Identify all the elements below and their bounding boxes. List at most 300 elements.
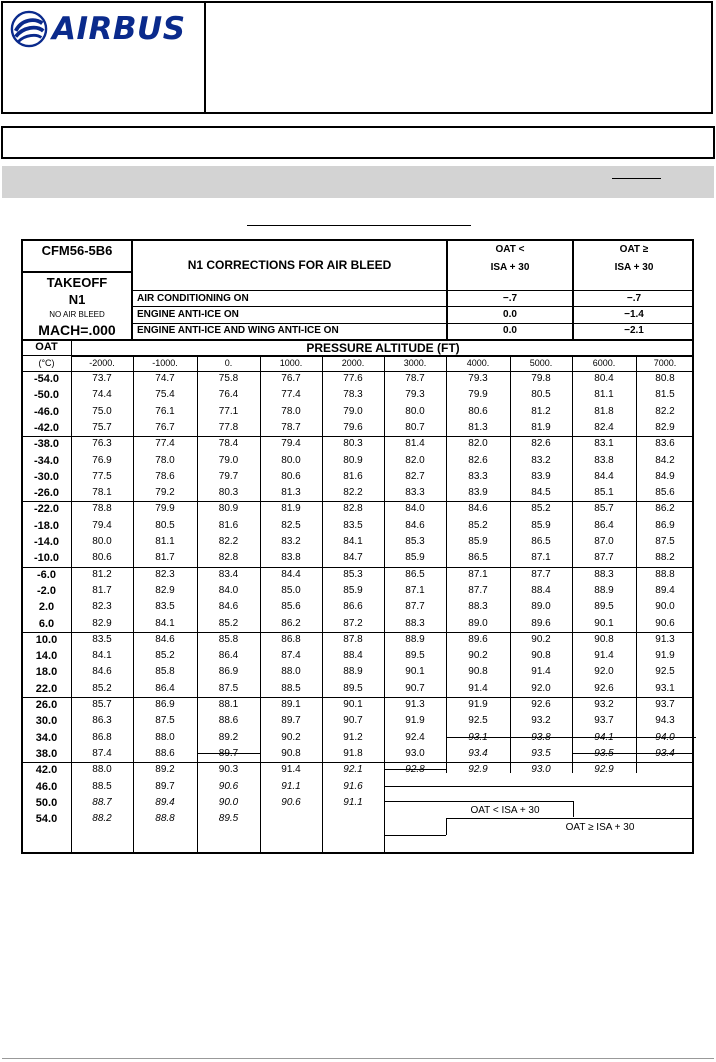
footer-rule xyxy=(2,1058,714,1059)
n1-value: 81.6 xyxy=(218,519,239,531)
n1-value: 82.2 xyxy=(655,405,675,417)
n1-value: 90.6 xyxy=(218,780,239,792)
n1-value: 90.7 xyxy=(343,715,363,727)
n1-value: 82.7 xyxy=(405,470,425,482)
logo-text: AIRBUS xyxy=(52,11,186,47)
n1-value: 84.6 xyxy=(468,503,488,515)
n1-value: 87.5 xyxy=(218,682,239,694)
n1-value: 90.8 xyxy=(281,747,301,759)
n1-value: 92.0 xyxy=(531,682,551,694)
n1-value: 91.1 xyxy=(281,780,301,792)
n1-value: 74.4 xyxy=(92,389,112,401)
n1-value: 86.2 xyxy=(655,503,675,515)
n1-value: 89.2 xyxy=(218,731,239,743)
n1-value: 92.5 xyxy=(655,666,675,678)
n1-value: 85.2 xyxy=(531,503,551,515)
n1-value: 92.4 xyxy=(405,731,425,743)
n1-value: 91.9 xyxy=(468,699,488,710)
n1-value: 86.2 xyxy=(281,617,301,629)
n1-value: 78.0 xyxy=(281,405,301,417)
n1-value: 85.9 xyxy=(468,536,488,547)
n1-value: 83.9 xyxy=(468,487,488,499)
n1-value: 81.7 xyxy=(155,552,175,564)
n1-value: 82.2 xyxy=(343,487,363,499)
n1-value: 85.6 xyxy=(281,601,301,613)
n1-value: 84.4 xyxy=(594,470,614,482)
n1-value: 85.9 xyxy=(343,584,363,596)
oat-value: -14.0 xyxy=(33,536,60,548)
n1-value: 92.5 xyxy=(468,715,488,727)
n1-value: 81.9 xyxy=(281,503,301,515)
n1-value: 91.1 xyxy=(343,796,363,808)
n1-value: 85.9 xyxy=(531,519,551,531)
n1-value: 76.4 xyxy=(218,389,239,401)
altitude-header: 7000. xyxy=(653,358,677,368)
n1-value: 90.2 xyxy=(468,650,488,662)
oat-value: -42.0 xyxy=(33,421,60,434)
n1-value: 76.1 xyxy=(155,405,175,417)
n1-value: 93.1 xyxy=(655,682,675,694)
n1-value: 83.5 xyxy=(343,519,363,531)
n1-value: 94.3 xyxy=(655,715,675,727)
n1-value: 80.8 xyxy=(655,373,675,384)
n1-value: 79.0 xyxy=(218,454,239,466)
n1-value: 89.7 xyxy=(155,780,175,792)
n1-value: 78.3 xyxy=(343,389,363,401)
n1-value: 79.8 xyxy=(531,373,551,384)
n1-value: 82.6 xyxy=(468,454,488,466)
n1-value: 88.5 xyxy=(92,780,112,792)
n1-value: 84.9 xyxy=(655,470,675,482)
n1-value: 78.0 xyxy=(155,454,175,466)
oat-value: -34.0 xyxy=(33,454,60,467)
n1-value: 87.4 xyxy=(92,747,112,759)
n1-value: 83.9 xyxy=(531,470,551,482)
n1-value: 79.3 xyxy=(405,389,425,401)
n1-value: 94.1 xyxy=(594,731,614,743)
n1-value: 80.4 xyxy=(594,373,614,384)
n1-value: 89.6 xyxy=(531,617,551,629)
n1-value: 90.8 xyxy=(531,650,551,662)
n1-value: 89.5 xyxy=(405,650,425,662)
n1-value: 81.5 xyxy=(655,389,675,401)
n1-value: 89.0 xyxy=(531,601,551,613)
oat-value: 34.0 xyxy=(35,731,58,744)
oat-value: 26.0 xyxy=(35,699,58,711)
bleed-row-a: 0.0 xyxy=(503,325,517,336)
n1-value: 81.4 xyxy=(405,438,425,450)
n1-value: 83.3 xyxy=(405,487,425,499)
n1-value: 87.7 xyxy=(531,568,551,580)
oat-value: 42.0 xyxy=(35,764,58,777)
legend-oat-ge: OAT ≥ ISA + 30 xyxy=(565,822,635,833)
n1-value: 93.2 xyxy=(531,715,551,727)
n1-value: 88.8 xyxy=(155,813,175,825)
altitude-header: -1000. xyxy=(152,358,178,368)
n1-value: 83.6 xyxy=(655,438,675,450)
n1-value: 90.7 xyxy=(405,682,425,694)
oat-value: -18.0 xyxy=(33,519,60,532)
n1-value: 80.0 xyxy=(281,454,301,466)
n1-value: 82.9 xyxy=(92,617,112,629)
n1-value: 91.3 xyxy=(405,699,425,710)
n1-value: 93.0 xyxy=(531,764,551,776)
n1-value: 90.6 xyxy=(655,617,675,629)
phase-label: TAKEOFF xyxy=(46,275,108,290)
n1-value: 73.7 xyxy=(92,373,112,384)
n1-value: 90.0 xyxy=(218,796,239,808)
n1-value: 89.0 xyxy=(468,617,488,629)
n1-value: 77.4 xyxy=(155,438,175,450)
n1-value: 85.6 xyxy=(655,487,675,499)
n1-value: 86.5 xyxy=(531,536,551,547)
n1-value: 82.2 xyxy=(218,536,239,547)
n1-value: 85.2 xyxy=(468,519,488,531)
n1-value: 93.0 xyxy=(405,747,425,759)
n1-value: 84.7 xyxy=(343,552,363,564)
n1-value: 93.4 xyxy=(655,747,675,759)
oat-value: -54.0 xyxy=(33,373,60,385)
oat-value: -10.0 xyxy=(33,552,60,565)
n1-value: 88.2 xyxy=(655,552,675,564)
n1-value: 90.1 xyxy=(405,666,425,678)
n1-value: 83.3 xyxy=(468,470,488,482)
n1-value: 90.1 xyxy=(594,617,614,629)
n1-value: 85.8 xyxy=(155,666,175,678)
n1-value: 89.1 xyxy=(281,699,301,710)
n1-value: 88.7 xyxy=(92,796,112,808)
n1-value: 91.8 xyxy=(343,747,363,759)
n1-value: 83.8 xyxy=(281,552,301,564)
oat-value: 38.0 xyxy=(35,747,58,760)
n1-value: 91.4 xyxy=(281,764,301,776)
n1-value: 81.7 xyxy=(92,584,112,596)
n1-value: 80.0 xyxy=(92,536,112,547)
n1-value: 81.3 xyxy=(281,487,301,499)
n1-value: 89.6 xyxy=(468,633,488,645)
oat-value: -38.0 xyxy=(33,438,60,451)
n1-value: 81.1 xyxy=(155,536,175,547)
n1-value: 93.8 xyxy=(531,731,551,743)
n1-value: 84.6 xyxy=(155,633,175,645)
n1-value: 91.2 xyxy=(343,731,363,743)
n1-value: 79.6 xyxy=(343,421,363,433)
n1-value: 93.7 xyxy=(655,699,675,710)
n1-value: 93.5 xyxy=(531,747,551,759)
altitude-header: 1000. xyxy=(279,358,303,368)
n1-value: 82.9 xyxy=(155,584,175,596)
n1-value: 83.5 xyxy=(155,601,175,613)
n1-value: 81.6 xyxy=(343,470,363,482)
n1-value: 87.5 xyxy=(155,715,175,727)
n1-value: 86.3 xyxy=(92,715,112,727)
n1-value: 84.1 xyxy=(343,536,363,547)
n1-value: 88.9 xyxy=(405,633,425,645)
n1-value: 84.0 xyxy=(405,503,425,515)
bleed-row-b: −.7 xyxy=(626,293,642,304)
n1-value: 87.7 xyxy=(594,552,614,564)
n1-value: 79.4 xyxy=(92,519,112,531)
n1-value: 91.4 xyxy=(594,650,614,662)
n1-value: 88.4 xyxy=(531,584,551,596)
n1-value: 87.1 xyxy=(405,584,425,596)
n1-value: 86.9 xyxy=(218,666,239,678)
n1-value: 77.1 xyxy=(218,405,239,417)
n1-value: 92.1 xyxy=(343,764,363,776)
n1-value: 93.4 xyxy=(468,747,488,759)
n1-value: 79.7 xyxy=(218,470,239,482)
n1-value: 83.8 xyxy=(594,454,614,466)
n1-value: 87.1 xyxy=(531,552,551,564)
n1-value: 82.6 xyxy=(531,438,551,450)
n1-value: 82.9 xyxy=(655,421,675,433)
no-bleed-label: NO AIR BLEED xyxy=(49,310,105,319)
oat-value: 6.0 xyxy=(38,617,55,630)
n1-value: 89.4 xyxy=(155,796,175,808)
n1-value: 86.9 xyxy=(155,699,175,710)
n1-value: 80.6 xyxy=(281,470,301,482)
n1-value: 84.6 xyxy=(92,666,112,678)
bleed-row-label: ENGINE ANTI-ICE AND WING ANTI-ICE ON xyxy=(137,325,339,336)
n1-value: 86.4 xyxy=(155,682,175,694)
n1-value: 88.3 xyxy=(594,568,614,580)
n1-value: 92.9 xyxy=(468,764,488,776)
n1-value: 84.2 xyxy=(655,454,675,466)
n1-value: 88.1 xyxy=(218,699,239,710)
n1-value: 84.1 xyxy=(92,650,112,662)
n1-value: 88.0 xyxy=(281,666,301,678)
oat-value: 46.0 xyxy=(35,780,58,793)
n1-value: 76.9 xyxy=(92,454,112,466)
n1-value: 86.8 xyxy=(281,633,301,645)
n1-value: 79.9 xyxy=(468,389,488,401)
altitude-header: 5000. xyxy=(529,358,553,368)
n1-value: 89.2 xyxy=(155,764,175,776)
col-b-head-2: ISA + 30 xyxy=(614,262,654,273)
n1-value: 88.5 xyxy=(281,682,301,694)
n1-value: 84.4 xyxy=(281,568,301,580)
bleed-row-a: 0.0 xyxy=(503,309,517,320)
n1-value: 77.5 xyxy=(92,470,112,482)
n1-value: 93.2 xyxy=(594,699,614,710)
n1-value: 85.3 xyxy=(343,568,363,580)
n1-value: 91.3 xyxy=(655,633,675,645)
oat-value: -46.0 xyxy=(33,405,60,418)
col-b-head-1: OAT ≥ xyxy=(619,244,649,255)
n1-value: 88.9 xyxy=(343,666,363,678)
n1-value: 78.1 xyxy=(92,487,112,499)
n1-value: 90.2 xyxy=(281,731,301,743)
n1-value: 78.4 xyxy=(218,438,239,450)
n1-value: 82.5 xyxy=(281,519,301,531)
n1-value: 85.7 xyxy=(594,503,614,515)
n1-value: 75.8 xyxy=(218,373,239,384)
altitude-header: 0. xyxy=(224,358,233,368)
n1-value: 80.9 xyxy=(218,503,239,515)
n1-value: 90.2 xyxy=(531,633,551,645)
col-a-head-1: OAT < xyxy=(495,244,525,255)
n1-value: 83.4 xyxy=(218,568,239,580)
n1-value: 75.4 xyxy=(155,389,175,401)
n1-value: 87.0 xyxy=(594,536,614,547)
bleed-row-label: ENGINE ANTI-ICE ON xyxy=(137,309,239,320)
altitude-header: 2000. xyxy=(341,358,365,368)
oat-unit: (°C) xyxy=(38,358,55,368)
n1-value: 80.3 xyxy=(343,438,363,450)
n1-value: 78.7 xyxy=(405,373,425,384)
n1-value: 87.1 xyxy=(468,568,488,580)
n1-value: 76.3 xyxy=(92,438,112,450)
n1-value: 86.5 xyxy=(468,552,488,564)
oat-value: 22.0 xyxy=(35,682,58,695)
n1-value: 74.7 xyxy=(155,373,175,384)
n1-value: 90.3 xyxy=(218,764,239,776)
n1-value: 91.4 xyxy=(531,666,551,678)
n1-value: 85.2 xyxy=(218,617,239,629)
oat-value: 50.0 xyxy=(35,796,58,809)
n1-value: 83.2 xyxy=(281,536,301,547)
n1-value: 84.0 xyxy=(218,584,239,596)
oat-value: 14.0 xyxy=(35,650,58,663)
n1-value: 82.8 xyxy=(218,552,239,564)
bleed-row-b: −1.4 xyxy=(624,309,644,320)
n1-value: 82.3 xyxy=(92,601,112,613)
n1-value: 90.8 xyxy=(468,666,488,678)
legend-oat-lt: OAT < ISA + 30 xyxy=(470,805,540,816)
n1-value: 75.0 xyxy=(92,405,112,417)
n1-value: 90.1 xyxy=(343,699,363,710)
n1-value: 88.0 xyxy=(155,731,175,743)
n1-value: 84.5 xyxy=(531,487,551,499)
oat-value: -26.0 xyxy=(33,487,60,500)
n1-value: 90.8 xyxy=(594,633,614,645)
param-label: N1 xyxy=(68,292,86,307)
n1-value: 92.6 xyxy=(594,682,614,694)
n1-value: 80.5 xyxy=(155,519,175,531)
n1-value: 84.1 xyxy=(155,617,175,629)
n1-value: 84.6 xyxy=(405,519,425,531)
n1-value: 78.7 xyxy=(281,421,301,433)
altitude-header: 4000. xyxy=(466,358,490,368)
oat-value: -50.0 xyxy=(33,389,60,402)
oat-value: 54.0 xyxy=(35,813,58,826)
n1-value: 88.0 xyxy=(92,764,112,776)
n1-value: 82.0 xyxy=(468,438,488,450)
n1-value: 75.7 xyxy=(92,421,112,433)
n1-value: 87.2 xyxy=(343,617,363,629)
oat-value: -22.0 xyxy=(33,503,60,516)
n1-value: 77.6 xyxy=(343,373,363,384)
n1-value: 81.1 xyxy=(594,389,614,401)
oat-value: 30.0 xyxy=(35,715,58,728)
bleed-row-label: AIR CONDITIONING ON xyxy=(137,293,249,304)
altitude-header: 3000. xyxy=(403,358,427,368)
n1-value: 85.0 xyxy=(281,584,301,596)
n1-value: 80.6 xyxy=(92,552,112,564)
n1-value: 80.3 xyxy=(218,487,239,499)
n1-value: 81.9 xyxy=(531,421,551,433)
n1-value: 80.6 xyxy=(468,405,488,417)
n1-value: 89.7 xyxy=(281,715,301,727)
n1-value: 78.8 xyxy=(92,503,112,515)
n1-value: 80.5 xyxy=(531,389,551,401)
altitude-header: 6000. xyxy=(592,358,616,368)
n1-value: 86.6 xyxy=(343,601,363,613)
n1-value: 79.9 xyxy=(155,503,175,515)
mach-label: MACH=.000 xyxy=(38,322,116,338)
n1-value: 80.0 xyxy=(405,405,425,417)
bleed-row-b: −2.1 xyxy=(624,325,644,336)
n1-value: 81.2 xyxy=(531,405,551,417)
n1-value: 92.0 xyxy=(594,666,614,678)
n1-value: 88.6 xyxy=(218,715,239,727)
n1-value: 89.5 xyxy=(218,813,239,825)
n1-value: 85.2 xyxy=(92,682,112,694)
n1-value: 93.7 xyxy=(594,715,614,727)
n1-value: 81.3 xyxy=(468,421,488,433)
n1-value: 81.8 xyxy=(594,405,614,417)
n1-value: 90.0 xyxy=(655,601,675,613)
oat-value: -6.0 xyxy=(37,568,56,581)
n1-value: 82.3 xyxy=(155,568,175,580)
n1-value: 86.4 xyxy=(218,650,239,662)
n1-value: 86.8 xyxy=(92,731,112,743)
n1-value: 86.9 xyxy=(655,519,675,531)
n1-value: 88.4 xyxy=(343,650,363,662)
n1-value: 85.9 xyxy=(405,552,425,564)
n1-value: 87.8 xyxy=(343,633,363,645)
n1-value: 88.6 xyxy=(155,747,175,759)
n1-value: 93.1 xyxy=(468,731,488,743)
n1-value: 89.4 xyxy=(655,584,675,596)
n1-value: 76.7 xyxy=(155,421,175,433)
oat-value: 2.0 xyxy=(38,601,55,614)
n1-value: 91.6 xyxy=(343,780,363,792)
n1-value: 78.6 xyxy=(155,470,175,482)
n1-value: 94.0 xyxy=(655,731,675,743)
n1-value: 88.9 xyxy=(594,584,614,596)
n1-value: 85.2 xyxy=(155,650,175,662)
n1-value: 77.4 xyxy=(281,389,301,401)
oat-header: OAT xyxy=(35,341,58,353)
n1-value: 87.4 xyxy=(281,650,301,662)
n1-value: 85.8 xyxy=(218,633,239,645)
n1-value: 83.1 xyxy=(594,438,614,450)
n1-value: 83.5 xyxy=(92,633,112,645)
n1-value: 87.7 xyxy=(405,601,425,613)
n1-value: 83.2 xyxy=(531,454,551,466)
n1-value: 88.8 xyxy=(655,568,675,580)
n1-value: 92.9 xyxy=(594,764,614,776)
n1-value: 79.4 xyxy=(281,438,301,450)
n1-value: 82.0 xyxy=(405,454,425,466)
n1-value: 91.9 xyxy=(655,650,675,662)
n1-value: 79.3 xyxy=(468,373,488,384)
n1-value: 85.7 xyxy=(92,699,112,710)
n1-value: 92.6 xyxy=(531,699,551,710)
n1-value: 82.4 xyxy=(594,421,614,433)
n1-value: 89.7 xyxy=(218,747,239,759)
n1-value: 89.5 xyxy=(594,601,614,613)
n1-value: 92.8 xyxy=(405,764,425,776)
oat-value: -30.0 xyxy=(33,470,60,483)
bleed-row-a: −.7 xyxy=(502,293,518,304)
n1-value: 79.2 xyxy=(155,487,175,499)
n1-value: 79.0 xyxy=(343,405,363,417)
n1-value: 88.2 xyxy=(92,813,112,825)
n1-value: 77.8 xyxy=(218,421,239,433)
oat-value: 10.0 xyxy=(35,633,58,646)
